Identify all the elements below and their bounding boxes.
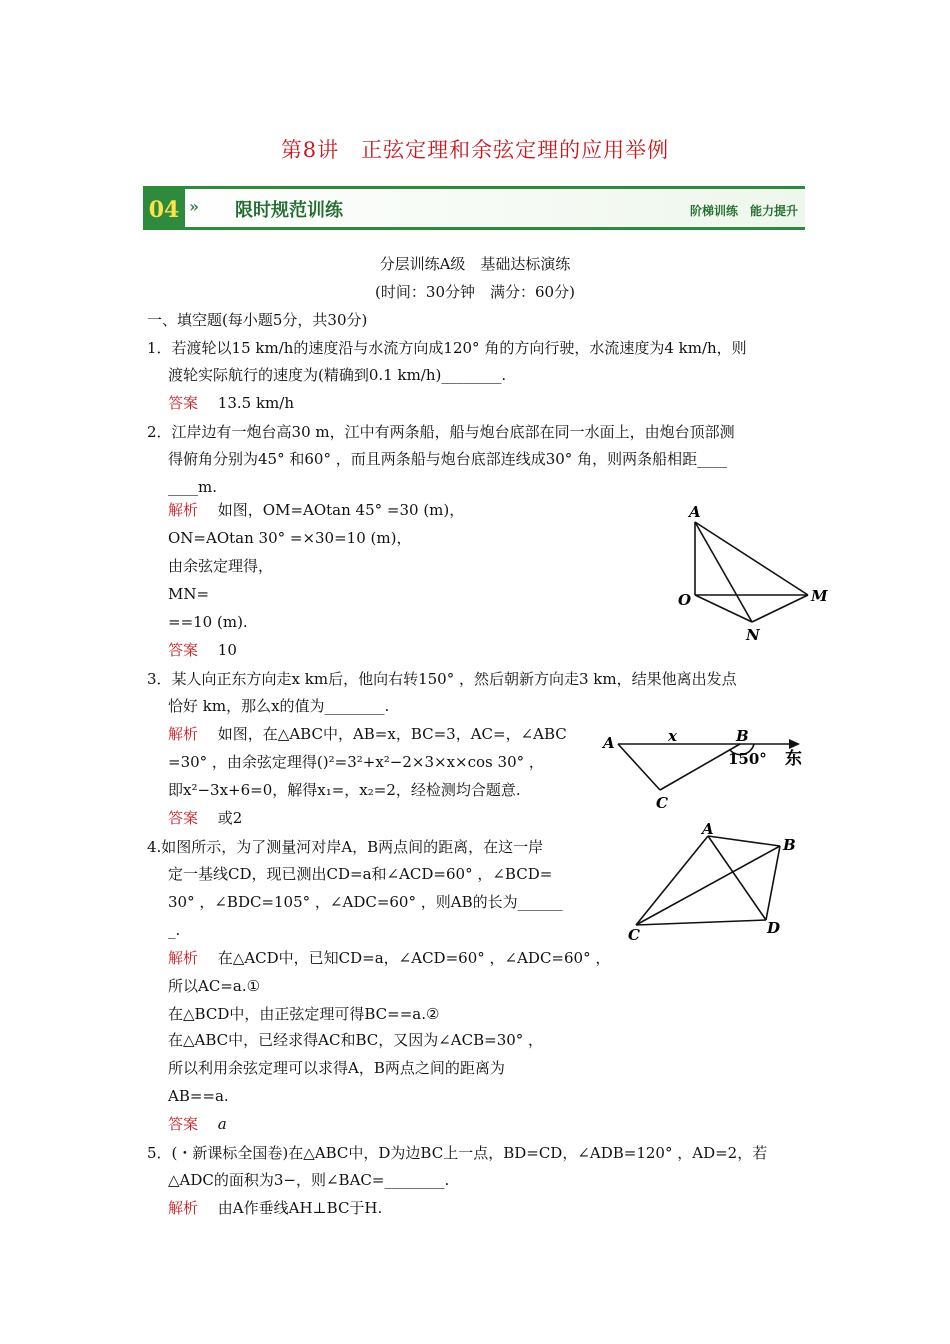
q4-solution-5: 所以利用余弦定理可以求得A，B两点之间的距离为 [168, 1059, 505, 1077]
q4-solution-2: 所以AC=a.① [168, 977, 261, 995]
q2-fig-label-O: O [678, 591, 692, 609]
banner-number: 04 [148, 197, 180, 223]
q2-line1: 2．江岸边有一炮台高30 m，江中有两条船，船与炮台底部在同一水面上，由炮台顶部测 [147, 423, 735, 441]
answer-label: 答案 [168, 1115, 199, 1133]
q2-solution-3: 由余弦定理得， [168, 557, 274, 575]
q4-answer-row [168, 1114, 227, 1134]
q4-fig-label-D: D [767, 919, 781, 937]
q3-answer-row [168, 808, 242, 828]
q3-answer: 或2 [217, 809, 243, 827]
q1-answer: 13.5 km/h [217, 394, 294, 412]
q4-fig-label-B: B [783, 836, 796, 854]
q5-line2: △ADC的面积为3−，则∠BAC=________. [168, 1171, 450, 1189]
q2-answer: 10 [217, 641, 237, 659]
q3-solution-row1 [168, 724, 567, 744]
q3-solution-2: =30° ，由余弦定理得()²=3²+x²−2×3×x×cos 30° ， [168, 753, 544, 771]
q5-solution-1: 由A作垂线AH⊥BC于H. [217, 1199, 383, 1217]
q3-figure [600, 722, 815, 814]
banner-right-text: 阶梯训练 能力提升 [689, 204, 798, 218]
q4-figure [620, 820, 805, 945]
q4-solution-4: 在△ABC中，已经求得AC和BC，又因为∠ACB=30° ， [168, 1031, 544, 1049]
time-info: (时间：30分钟 满分：60分) [375, 283, 575, 301]
q3-line1: 3．某人向正东方向走x km后，他向右转150° ，然后朝新方向走3 km，结果他离出发点 [147, 670, 737, 688]
q4-line3: 30° ，∠BDC=105° ，∠ADC=60° ，则AB的长为______ [168, 893, 563, 911]
analysis-label: 解析 [168, 1199, 199, 1217]
q3-line2: 恰好 km，那么x的值为________. [168, 697, 390, 715]
q2-solution-row1 [168, 500, 464, 520]
q2-fig-label-A: A [689, 503, 701, 521]
banner-arrows: » [189, 197, 199, 216]
q3-fig-east: 东 [785, 749, 802, 769]
q2-line3: ____m. [168, 478, 217, 496]
q4-fig-label-C: C [628, 926, 640, 944]
q2-solution-4: MN= [168, 585, 210, 603]
q3-fig-label-x: x [668, 727, 677, 745]
page-title: 第8讲 正弦定理和余弦定理的应用举例 [280, 138, 670, 162]
q2-solution-2: ON=AOtan 30° =×30=10 (m)， [168, 529, 412, 547]
analysis-label: 解析 [168, 501, 199, 519]
answer-label: 答案 [168, 809, 199, 827]
section-title: 分层训练A级 基础达标演练 [379, 255, 571, 273]
q3-fig-label-A: A [603, 734, 615, 752]
q1-answer-row [168, 393, 294, 413]
q5-solution-row1 [168, 1198, 382, 1218]
q2-answer-row [168, 640, 237, 660]
answer-label: 答案 [168, 394, 199, 412]
banner-heading: 限时规范训练 [235, 200, 343, 221]
q3-solution-1: 如图，在△ABC中，AB=x，BC=3，AC=，∠ABC [217, 725, 567, 743]
q4-solution-6: AB==a. [168, 1087, 229, 1105]
q1-line2: 渡轮实际航行的速度为(精确到0.1 km/h)________. [168, 366, 507, 384]
answer-label: 答案 [168, 641, 199, 659]
q4-solution-1: 在△ACD中，已知CD=a，∠ACD=60° ，∠ADC=60° ， [217, 949, 611, 967]
q4-solution-3: 在△BCD中，由正弦定理可得BC==a.② [168, 1005, 440, 1023]
q3-fig-label-C: C [656, 794, 668, 812]
q2-solution-5: ==10 (m). [168, 613, 248, 631]
q1-line1: 1．若渡轮以15 km/h的速度沿与水流方向成120° 角的方向行驶，水流速度为4 km/h，则 [147, 339, 747, 357]
q2-figure [670, 500, 840, 650]
section-banner [143, 186, 805, 230]
q2-fig-label-N: N [746, 626, 760, 644]
q2-solution-1: 如图，OM=AOtan 45° =30 (m)， [217, 501, 465, 519]
q2-line2: 得俯角分别为45° 和60° ，而且两条船与炮台底部连线成30° 角，则两条船相距____ [168, 450, 728, 468]
analysis-label: 解析 [168, 725, 199, 743]
part-heading: 一、填空题(每小题5分，共30分) [147, 311, 368, 329]
q5-line1: 5．(・新课标全国卷)在△ABC中，D为边BC上一点，BD=CD，∠ADB=120° ，AD=2，若 [147, 1144, 768, 1162]
q4-solution-row1 [168, 948, 610, 968]
q4-answer: a [217, 1115, 227, 1133]
q3-solution-3: 即x²−3x+6=0，解得x₁=，x₂=2，经检测均合题意. [168, 781, 521, 799]
q4-line1: 4.如图所示，为了测量河对岸A，B两点间的距离，在这一岸 [147, 838, 544, 856]
q4-line4: _. [168, 921, 181, 939]
q2-fig-label-M: M [811, 587, 828, 605]
q3-fig-label-B: B [736, 727, 749, 745]
analysis-label: 解析 [168, 949, 199, 967]
q4-fig-label-A: A [702, 820, 714, 838]
q3-fig-angle: 150° [728, 750, 767, 768]
q4-line2: 定一基线CD，现已测出CD=a和∠ACD=60° ，∠BCD= [168, 865, 553, 883]
